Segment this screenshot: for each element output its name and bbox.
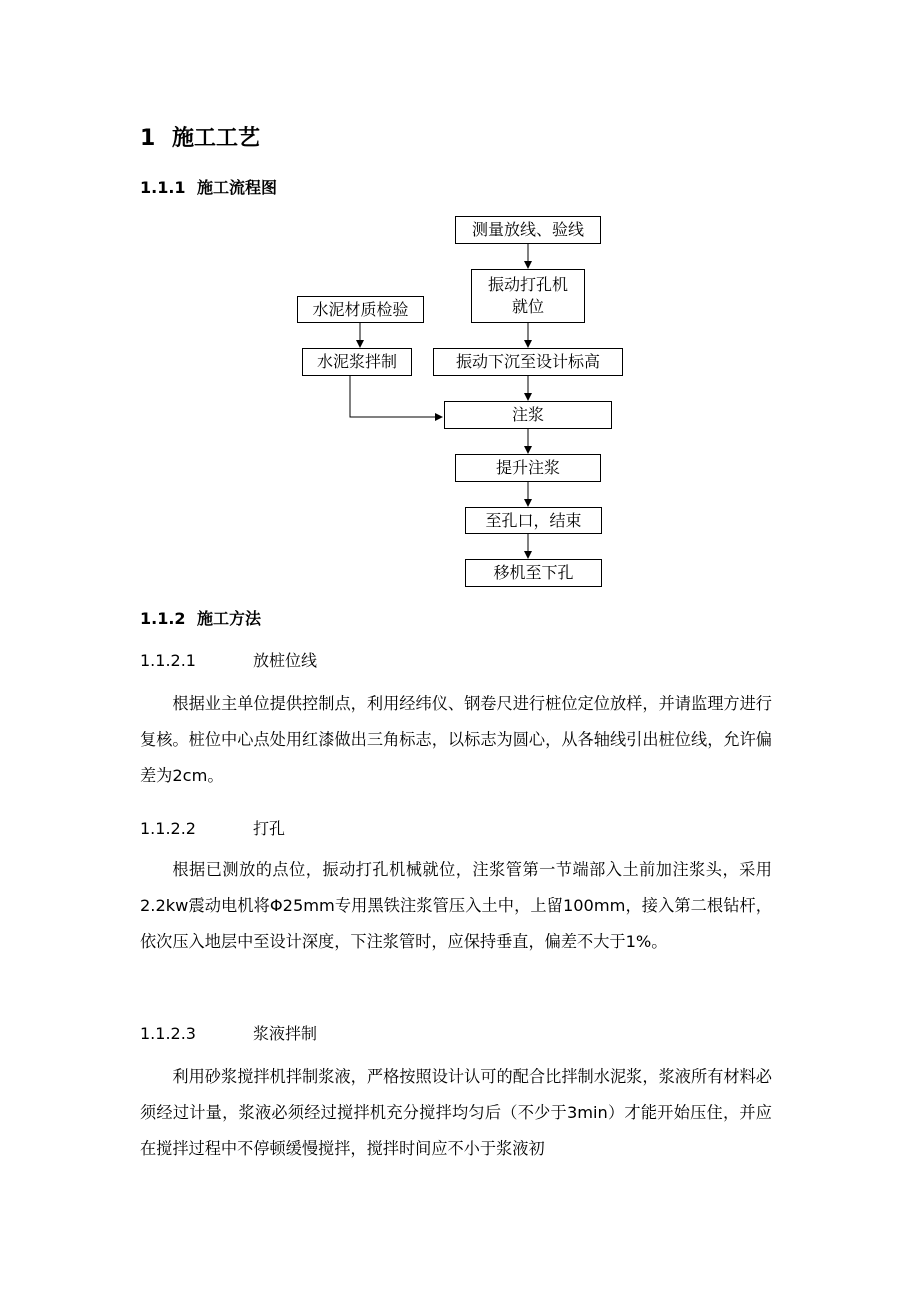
- flow-step-vibrate-sink: 振动下沉至设计标高: [433, 348, 623, 376]
- subsection-title: 打孔: [253, 819, 286, 838]
- construction-flowchart: [0, 0, 920, 600]
- subsection-title: 浆液拌制: [253, 1024, 318, 1043]
- flow-step-lift-grouting: 提升注浆: [455, 454, 601, 482]
- arrow-mix-to-grouting: [350, 376, 442, 417]
- section-heading-method: [140, 608, 261, 630]
- subsection-heading-pile-layout: [140, 650, 317, 672]
- chapter-number: 1: [140, 126, 156, 151]
- flow-step-grouting: 注浆: [444, 401, 612, 429]
- subsection-heading-drilling: [140, 818, 285, 840]
- paragraph-slurry-mixing: 利用砂浆搅拌机拌制浆液，严格按照设计认可的配合比拌制水泥浆，浆液所有材料必须经过计量，浆液必须经过搅拌机充分搅拌均匀后（不少于3min）才能开始压住，并应在搅拌过程中不停顿缓慢搅拌，搅拌时间应不小于浆液初: [140, 1067, 772, 1158]
- flow-step-move-next: 移机至下孔: [465, 559, 602, 587]
- section-number: 1.1.2: [140, 609, 186, 628]
- subsection-number: 1.1.2.2: [140, 819, 196, 838]
- subsection-heading-slurry-mixing: [140, 1023, 317, 1045]
- flow-step-survey: 测量放线、验线: [455, 216, 601, 244]
- paragraph-pile-layout: 根据业主单位提供控制点，利用经纬仪、钢卷尺进行桩位定位放样，并请监理方进行复核。桩位中心点处用红漆做出三角标志，以标志为圆心，从各轴线引出桩位线，允许偏差为2cm。: [140, 694, 772, 785]
- subsection-title: 放桩位线: [253, 651, 318, 670]
- subsection-number: 1.1.2.3: [140, 1024, 196, 1043]
- flow-step-to-hole-end: 至孔口，结束: [465, 507, 602, 534]
- section-number: 1.1.1: [140, 178, 186, 197]
- chapter-title: 施工工艺: [172, 126, 261, 151]
- flow-step-cement-check: 水泥材质检验: [297, 296, 424, 323]
- flow-step-vibrator-position: 振动打孔机 就位: [471, 269, 585, 323]
- paragraph-drilling: 根据已测放的点位，振动打孔机械就位，注浆管第一节端部入土前加注浆头，采用2.2kw震动电机将Φ25mm专用黑铁注浆管压入土中，上留100mm，接入第二根钻杆，依次压入地层中至设计深度，下注浆管时，应保持垂直，偏差不大于1%。: [140, 860, 772, 951]
- flowchart-connectors: [0, 0, 920, 600]
- section-title: 施工方法: [197, 609, 262, 628]
- subsection-number: 1.1.2.1: [140, 651, 196, 670]
- section-title: 施工流程图: [197, 178, 278, 197]
- flow-step-cement-mix: 水泥浆拌制: [302, 348, 412, 376]
